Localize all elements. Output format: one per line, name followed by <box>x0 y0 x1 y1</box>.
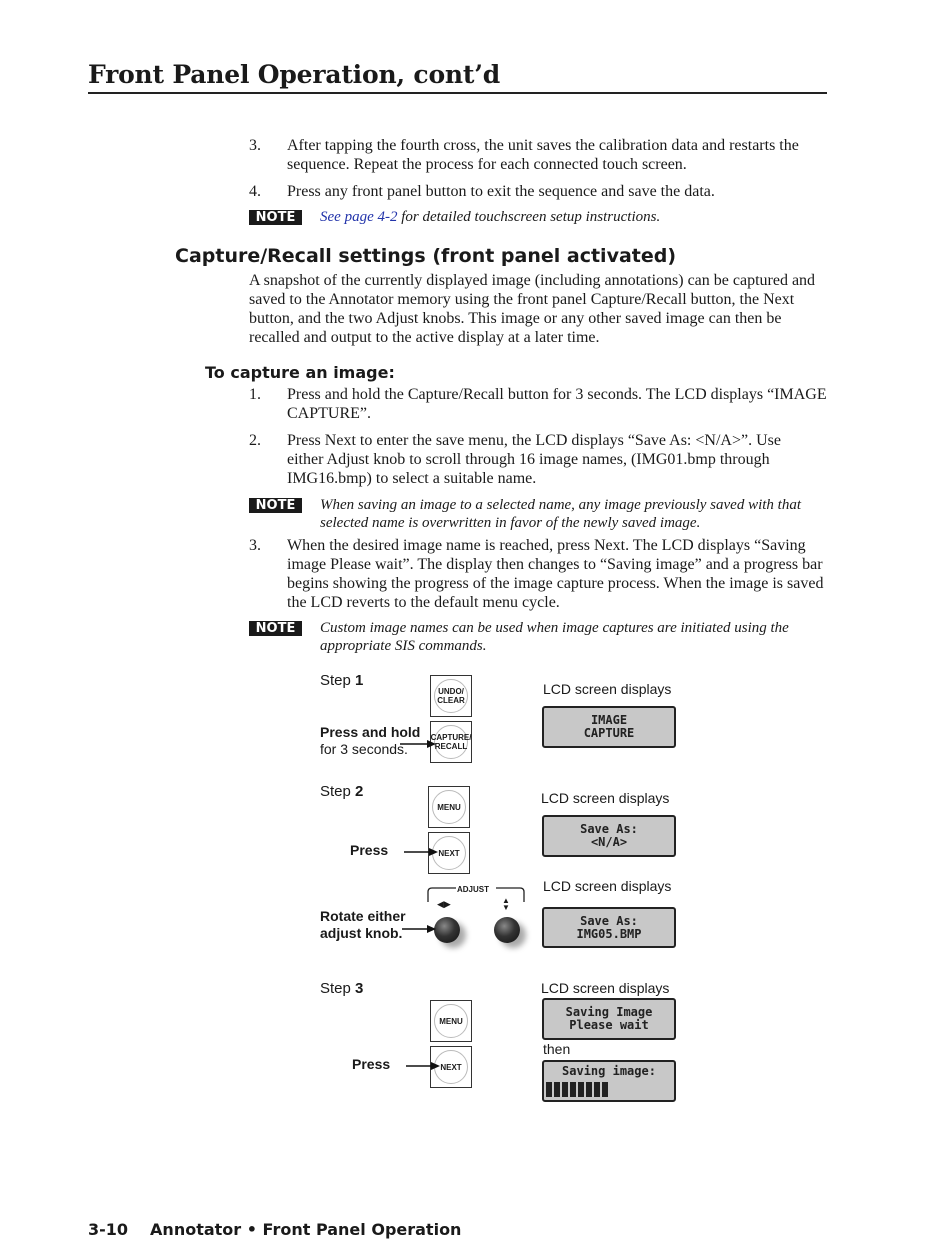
diagram-action-label: Press and hold <box>320 724 421 740</box>
step-text: When the desired image name is reached, press Next. The LCD displays “Saving image Please wait”. The display then changes to “Saving image” and a progress bar begins showing the progress of the image capture process. When the image is saved the LCD reverts to the default menu cycle. <box>287 537 824 611</box>
progress-segment <box>570 1082 576 1097</box>
diagram-action-label: Press <box>350 842 389 858</box>
page-footer <box>88 1220 461 1239</box>
progress-segment <box>578 1082 584 1097</box>
section-body: A snapshot of the currently displayed image (including annotations) can be captured and saved to the Annotator memory using the front panel Capture/Recall button, the Next button, and the two Adjust knobs. This image or any other saved image can then be recalled and output to the active display at a later time. <box>249 272 816 346</box>
lcd-caption: LCD screen displays <box>541 980 670 996</box>
lcd-caption: LCD screen displays <box>543 681 672 697</box>
lcd-screen-progress: Saving image: <box>542 1060 676 1102</box>
step-text: Press Next to enter the save menu, the LCD displays “Save As: <N/A>”. Use either Adjust knob to scroll through 16 image names, (IMG01.bmp through IMG16.bmp) to select a suitable name. <box>287 432 781 487</box>
diagram-action-label: Rotate either <box>320 908 406 924</box>
section-heading: Capture/Recall settings (front panel activated) <box>175 245 677 267</box>
note-badge: NOTE <box>249 210 302 225</box>
up-down-arrows-icon: ▲ ▼ <box>502 896 510 912</box>
step-text: After tapping the fourth cross, the unit saves the calibration data and restarts the sequence. Repeat the process for each connected touch screen. <box>287 137 799 173</box>
progress-segment <box>594 1082 600 1097</box>
step-number: 1. <box>249 386 261 403</box>
step-number: 3. <box>249 537 261 554</box>
arrow-right-icon <box>406 1060 440 1072</box>
lcd-caption: LCD screen displays <box>543 878 672 894</box>
diagram-step-label: Step 3 <box>320 980 364 997</box>
lcd-screen: Save As: <N/A> <box>542 815 676 857</box>
diagram-action-label: Press <box>352 1056 391 1072</box>
diagram-step-label: Step 1 <box>320 672 364 689</box>
diagram-action-label: adjust knob. <box>320 925 403 941</box>
arrow-right-icon <box>402 923 436 935</box>
progress-segment <box>586 1082 592 1097</box>
step-number: 4. <box>249 183 261 200</box>
lcd-caption: LCD screen displays <box>541 790 670 806</box>
diagram-action-sublabel: for 3 seconds. <box>320 741 408 757</box>
note-badge: NOTE <box>249 621 302 636</box>
step-text: Press any front panel button to exit the sequence and save the data. <box>287 183 715 200</box>
adjust-knob-right[interactable] <box>494 917 520 943</box>
menu-button[interactable]: MENU <box>428 786 470 828</box>
adjust-label: ADJUST <box>457 885 490 894</box>
progress-segment <box>562 1082 568 1097</box>
note-text: Custom image names can be used when image captures are initiated using the appropriate SIS commands. <box>320 620 789 654</box>
page-number: 3-10 <box>88 1220 129 1239</box>
footer-text: Annotator • Front Panel Operation <box>150 1220 462 1239</box>
progress-segment <box>546 1082 552 1097</box>
left-right-arrows-icon: ◀▶ <box>437 899 451 909</box>
lcd-screen: Save As: IMG05.BMP <box>542 907 676 948</box>
see-page-link[interactable]: See page 4-2 <box>320 209 398 225</box>
capture-recall-button[interactable]: CAPTURE/ RECALL <box>430 721 472 763</box>
progress-bar <box>546 1082 674 1097</box>
step-text: Press and hold the Capture/Recall button for 3 seconds. The LCD displays “IMAGE CAPTURE”. <box>287 386 827 422</box>
step-number: 3. <box>249 137 261 154</box>
lcd-screen: Saving Image Please wait <box>542 998 676 1040</box>
then-label: then <box>543 1041 571 1057</box>
subsection-heading: To capture an image: <box>205 363 395 382</box>
arrow-right-icon <box>400 738 436 750</box>
progress-segment <box>602 1082 608 1097</box>
note-text: See page 4-2 for detailed touchscreen setup instructions. <box>320 209 661 225</box>
lcd-screen: IMAGE CAPTURE <box>542 706 676 748</box>
arrow-right-icon <box>404 846 438 858</box>
menu-button[interactable]: MENU <box>430 1000 472 1042</box>
page-title: Front Panel Operation, cont’d <box>88 60 501 89</box>
adjust-knob-left[interactable] <box>434 917 460 943</box>
next-button[interactable]: NEXT <box>428 832 470 874</box>
next-button[interactable]: NEXT <box>430 1046 472 1088</box>
step-number: 2. <box>249 432 261 449</box>
note-badge: NOTE <box>249 498 302 513</box>
progress-segment <box>554 1082 560 1097</box>
diagram-step-label: Step 2 <box>320 783 364 800</box>
undo-clear-button[interactable]: UNDO/ CLEAR <box>430 675 472 717</box>
note-text: When saving an image to a selected name, any image previously saved with that selected name is overwritten in favor of the newly saved image. <box>320 497 802 531</box>
title-rule <box>88 92 827 94</box>
